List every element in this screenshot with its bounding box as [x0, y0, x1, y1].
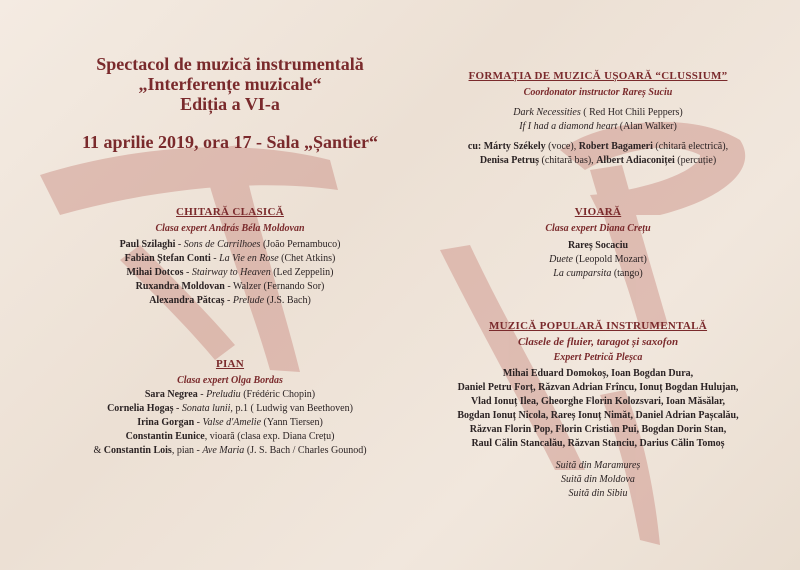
separator: - — [224, 295, 233, 306]
performer-name: Alexandra Pătcaș — [149, 295, 225, 306]
separator: , pian - — [171, 445, 203, 456]
performer-name: Paul Szilaghi — [119, 239, 176, 250]
performer-name: Ruxandra Moldovan — [135, 281, 225, 292]
names-row: Bogdan Ionuț Nicola, Rareș Ionuț Nimăt, Daniel Adrian Pașcalău, — [457, 410, 739, 421]
member-row — [418, 154, 778, 168]
separator: - — [224, 281, 233, 292]
suite-title: Suită din Sibiu — [568, 488, 628, 499]
performer-prefix: & — [93, 445, 104, 456]
formatia-songs — [418, 106, 778, 134]
performer-row — [40, 252, 420, 266]
performer-name: Irina Gorgan — [137, 417, 195, 428]
song-artist: ( Red Hot Chili Peppers) — [580, 107, 683, 118]
section-title-populara: MUZICĂ POPULARĂ INSTRUMENTALĂ — [488, 320, 708, 332]
member-instrument: (voce), — [545, 141, 579, 152]
populara-section — [418, 320, 778, 501]
separator: - — [194, 417, 203, 428]
piece-title: Ave Maria — [202, 445, 245, 456]
performer-row — [40, 238, 420, 252]
separator: - — [197, 389, 207, 400]
separator: - — [173, 403, 182, 414]
piece-row — [418, 253, 778, 267]
names-row: Vlad Ionuț Ilea, Gheorghe Florin Kolozsvari, Ioan Măsălar, — [470, 396, 726, 407]
piece-title: La Vie en Rose — [219, 253, 279, 264]
song-title: If I had a diamond heart — [519, 121, 618, 132]
composer: (Leopold Mozart) — [573, 254, 647, 265]
vioara-pieces — [418, 253, 778, 281]
suite-title: Suită din Moldova — [561, 474, 635, 485]
performer-row — [40, 430, 420, 444]
song-title: Dark Necessities — [513, 107, 581, 118]
chitara-list — [40, 238, 420, 308]
names-row: Mihai Eduard Domokoș, Ioan Bogdan Dura, — [502, 368, 694, 379]
separator: - — [183, 267, 192, 278]
piece-row — [418, 267, 778, 281]
pian-class: Clasa expert Olga Bordas — [177, 375, 283, 386]
piece-title: La cumparsita — [553, 268, 612, 279]
performer-name: Cornelia Hogaș — [107, 403, 174, 414]
separator: , — [204, 431, 210, 442]
composer: (J. S. Bach / Charles Gounod) — [244, 445, 367, 456]
chitara-class: Clasa expert András Béla Moldovan — [155, 223, 305, 234]
header-block — [40, 54, 420, 152]
member-row — [418, 140, 778, 154]
formatia-coordinator: Coordonator instructor Rareș Suciu — [523, 87, 673, 98]
composer: (Led Zeppelin) — [270, 267, 334, 278]
member-name: Robert Bagameri — [578, 141, 653, 152]
member-name: Denisa Petruș — [479, 155, 539, 166]
song-row — [418, 120, 778, 134]
performer-name: Constantin Lois — [103, 445, 172, 456]
member-name: Albert Adiaconiței — [596, 155, 675, 166]
pian-section — [40, 358, 420, 458]
formatia-members — [418, 140, 778, 168]
pian-list — [40, 388, 420, 458]
performer-row — [40, 416, 420, 430]
piece-title: Valse d'Amelie — [202, 417, 262, 428]
section-title-pian: PIAN — [215, 358, 245, 370]
composer: p.1 ( Ludwig van Beethoven) — [232, 403, 353, 414]
chitara-section — [40, 206, 420, 308]
vioara-section — [418, 206, 778, 281]
member-instrument: (chitară bas), — [538, 155, 597, 166]
event-date: 11 aprilie 2019, ora 17 - Sala „Șantier“ — [82, 132, 378, 152]
populara-class: Clasele de fluier, taragot și saxofon — [517, 336, 679, 348]
piece-title: Sonata lunii, — [181, 403, 233, 414]
section-title-formatia: FORMAȚIA DE MUZICĂ UȘOARĂ “CLUSSIUM” — [468, 70, 728, 82]
event-edition: Ediția a VI-a — [180, 94, 280, 114]
performer-row — [40, 402, 420, 416]
performer-row — [40, 294, 420, 308]
composer: (tango) — [611, 268, 643, 279]
performer-row — [40, 266, 420, 280]
composer: (Chet Atkins) — [278, 253, 336, 264]
performer-row — [40, 388, 420, 402]
event-name: „Interferențe muzicale“ — [138, 74, 322, 94]
section-title-chitara: CHITARĂ CLASICĂ — [176, 206, 284, 218]
piece-title: Duete — [549, 254, 573, 265]
separator: - — [210, 253, 220, 264]
performer-name: Sara Negrea — [144, 389, 198, 400]
performer-row — [40, 444, 420, 458]
performer-name: Fabian Ștefan Conti — [124, 253, 211, 264]
composer: (João Pernambuco) — [260, 239, 341, 250]
populara-suites — [418, 459, 778, 501]
piece-title: Preludiu — [206, 389, 241, 400]
separator: - — [175, 239, 184, 250]
member-name: cu: Márty Székely — [467, 141, 546, 152]
suite-title: Suită din Maramureș — [555, 460, 641, 471]
composer: (Frédéric Chopin) — [240, 389, 316, 400]
song-row — [418, 106, 778, 120]
names-row: Raul Călin Stancalău, Răzvan Stanciu, Darius Călin Tomoș — [471, 438, 725, 449]
performer-row — [40, 280, 420, 294]
piece-title: Stairway to Heaven — [191, 267, 271, 278]
performer-name: Constantin Eunice — [125, 431, 205, 442]
names-row: Daniel Petru Forț, Răzvan Adrian Frîncu, Ionuț Bogdan Hulujan, — [457, 382, 739, 393]
song-artist: (Alan Walker) — [617, 121, 677, 132]
composer: (J.S. Bach) — [264, 295, 311, 306]
performer-name: Mihai Dotcos — [126, 267, 184, 278]
populara-expert: Expert Petrică Pleșca — [553, 352, 643, 363]
populara-names — [418, 367, 778, 451]
event-title: Spectacol de muzică instrumentală — [96, 54, 364, 74]
member-instrument: (chitară electrică), — [652, 141, 729, 152]
formatia-section — [418, 70, 778, 168]
member-instrument: (percuție) — [674, 155, 717, 166]
piece-title: Prelude — [232, 295, 265, 306]
names-row: Răzvan Florin Pop, Florin Cristian Pui, Bogdan Dorin Stan, — [469, 424, 727, 435]
vioara-performer: Rareș Socaciu — [567, 240, 629, 251]
composer: Walzer (Fernando Sor) — [232, 281, 325, 292]
composer: (Yann Tiersen) — [261, 417, 323, 428]
piece-title: Sons de Carrilhoes — [183, 239, 261, 250]
vioara-class: Clasa expert Diana Crețu — [545, 223, 651, 234]
section-title-vioara: VIOARĂ — [574, 206, 622, 218]
composer: vioară (clasa exp. Diana Crețu) — [209, 431, 335, 442]
